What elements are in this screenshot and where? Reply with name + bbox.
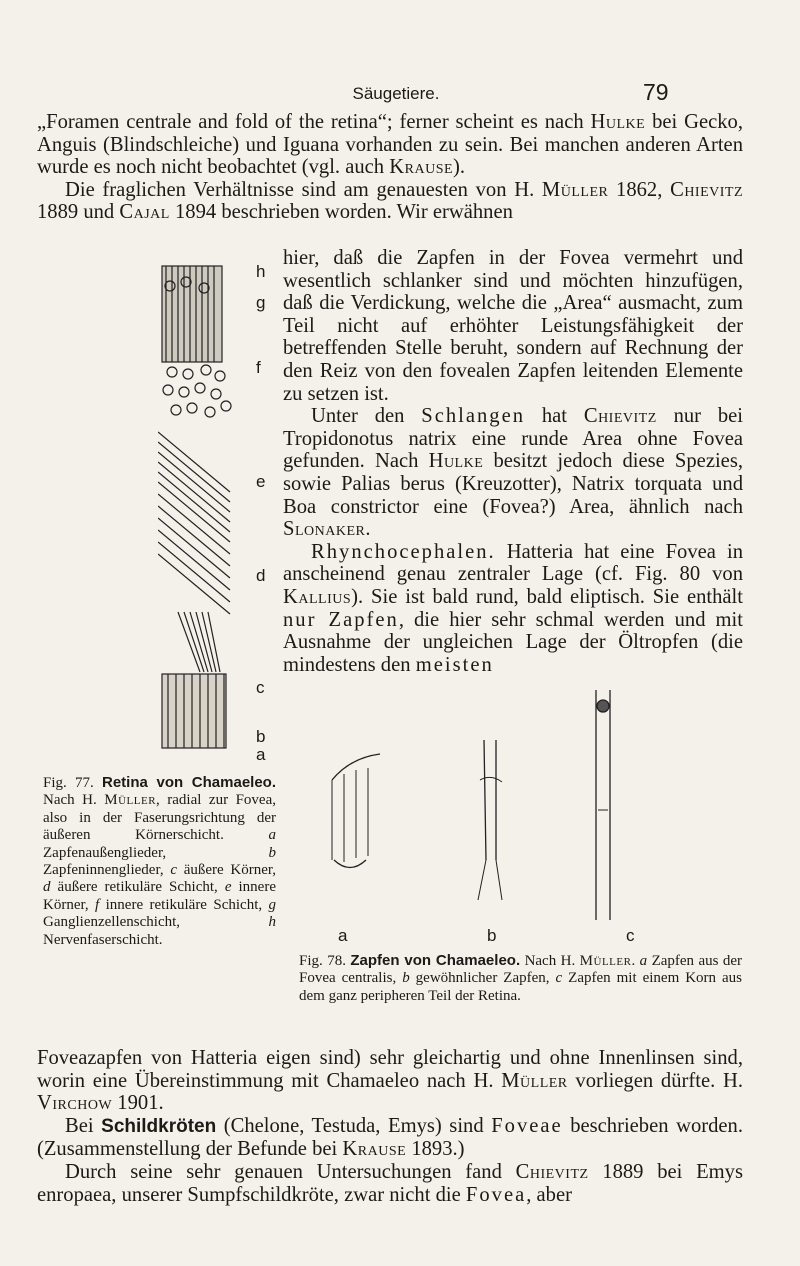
text-block-right-column	[283, 247, 743, 676]
paragraph-4: Rhynchocephalen. Hatteria hat eine Fovea in anscheinend genau zentraler Lage (cf. Fig. 80 von Kallius). Sie ist bald rund, bald eliptisch. Sie enthält nur Zapfen, die hier sehr schmal werden und mit Ausnahme der ungleichen Lage der Öltropfen (die mindestens den meisten	[283, 540, 743, 676]
fig77-label-e: e	[256, 472, 266, 491]
figure-78-cones-illustration	[310, 670, 660, 940]
fig77-label-d: d	[256, 566, 266, 585]
paragraph-7: Durch seine sehr genauen Untersuchungen fand Chievitz 1889 bei Emys enropaea, unserer Sumpfschildkröte, zwar nicht die Fovea, aber	[37, 1160, 743, 1206]
paragraph-1: „Foramen centrale and fold of the retina“; ferner scheint es nach Hulke bei Gecko, Anguis (Blindschleiche) und Iguana vorhanden zu sein. Bei manchen anderen Arten wurde es noch nicht beobachtet (vgl. auch Krause).	[37, 111, 743, 179]
text-block-top	[37, 111, 743, 224]
paragraph-2: Die fraglichen Verhältnisse sind am genauesten von H. Müller 1862, Chievitz 1889 und Cajal 1894 beschrieben worden. Wir erwähnen	[37, 178, 744, 224]
paragraph-5: Foveazapfen von Hatteria eigen sind) sehr gleichartig und ohne Innenlinsen sind, worin eine Übereinstimmung mit Chamaeleo nach H. Müller vorliegen dürfte. H. Virchow 1901.	[37, 1047, 743, 1115]
fig77-label-g: g	[256, 293, 266, 312]
text-block-bottom	[37, 1047, 743, 1206]
fig78-label-a: a	[338, 926, 348, 945]
figure-78-caption: Fig. 78. Zapfen von Chamaeleo. Nach H. Müller. a Zapfen aus der Fovea centralis, b gewöhnlicher Zapfen, c Zapfen mit einem Korn aus dem ganz peripheren Teil der Retina.	[299, 952, 743, 1004]
running-header-title: Säugetiere.	[352, 84, 440, 103]
fig77-label-b: b	[256, 727, 266, 746]
paragraph-6: Bei Schildkröten (Chelone, Testuda, Emys) sind Foveae beschrieben worden. (Zusammenstellung der Befunde bei Krause 1893.)	[37, 1114, 743, 1161]
fig77-label-f: f	[256, 358, 261, 377]
figure-77-retina-illustration	[158, 262, 238, 762]
fig77-label-c: c	[256, 678, 265, 697]
fig77-label-h: h	[256, 262, 266, 281]
fig78-label-c: c	[626, 926, 635, 945]
fig77-label-a: a	[256, 745, 266, 764]
page-number: 79	[643, 79, 669, 105]
paragraph-3: Unter den Schlangen hat Chievitz nur bei Tropidonotus natrix eine runde Area ohne Fovea gefunden. Nach Hulke besitzt jedoch diese Spezies, sowie Palias berus (Kreuzotter), Natrix torquata und Boa constrictor eine (Fovea?) Area, ähnlich nach Slonaker.	[283, 405, 743, 541]
paragraph-2-continued: hier, daß die Zapfen in der Fovea vermehrt und wesentlich schlanker sind und möchten hinzufügen, daß die Verdickung, welche die „Area“ ausmacht, zum Teil nicht auf erhöhter Leistungsfähigkeit der betreffenden Stelle beruht, sondern auf Rechnung der den Reiz von den fovealen Zapfen leitenden Elemente zu setzen ist.	[283, 247, 743, 405]
fig78-label-b: b	[487, 926, 497, 945]
figure-77-caption: Fig. 77. Retina von Chamaeleo. Nach H. Müller, radial zur Fovea, also in der Faserungsrichtung der äußeren Körnerschicht. a Zapfenaußenglieder, b Zapfeninnenglieder, c äußere Körner, d äußere retikuläre Schicht, e innere Körner, f innere retikuläre Schicht, g Ganglienzellenschicht, h Nervenfaserschicht.	[43, 774, 277, 948]
